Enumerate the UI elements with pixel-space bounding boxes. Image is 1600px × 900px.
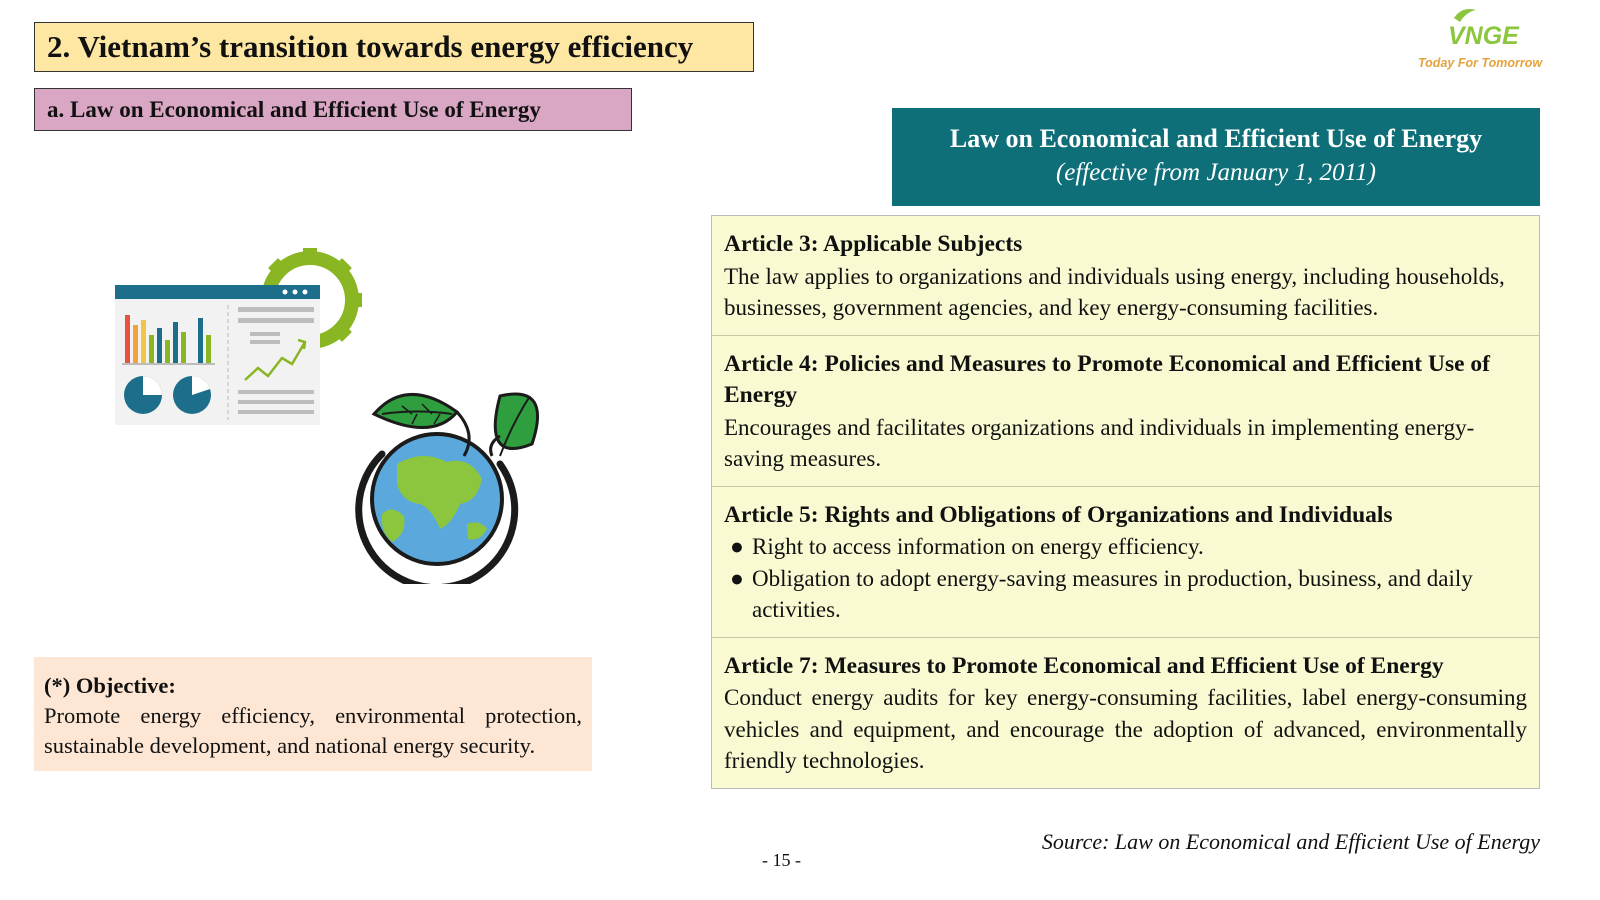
earth-icon [372, 434, 502, 564]
source-citation: Source: Law on Economical and Efficient Use of Energy [1041, 829, 1540, 854]
dashboard-illustration [110, 240, 370, 430]
objective-body: Promote energy efficiency, environmental protection, sustainable development, and national energy security. [44, 703, 582, 758]
article-4 [712, 336, 1539, 487]
bullet-text: Right to access information on energy efficiency. [752, 534, 1204, 559]
bullet-icon: ● [730, 534, 744, 559]
logo-leaf-icon [1454, 9, 1476, 22]
vnge-logo [1414, 4, 1564, 74]
law-effective-date: (effective from January 1, 2011) [1055, 159, 1377, 186]
list-item [724, 563, 1527, 626]
article-5 [712, 487, 1539, 638]
article-7 [712, 638, 1539, 788]
article-title: Article 4: Policies and Measures to Promote Economical and Efficient Use of Energy [724, 350, 1490, 408]
article-body: The law applies to organizations and individuals using energy, including households, businesses, government agencies, and key energy-consuming facilities. [724, 263, 1505, 320]
article-title: Article 3: Applicable Subjects [724, 231, 1023, 257]
list-item [724, 531, 1527, 563]
bullet-icon: ● [730, 565, 744, 591]
section-subtitle: a. Law on Economical and Efficient Use of Energy [47, 96, 541, 122]
articles-panel [711, 215, 1540, 789]
bullet-text: Obligation to adopt energy-saving measures in production, business, and daily activities. [752, 565, 1473, 622]
page-number: - 15 - [762, 850, 801, 870]
article-3 [712, 216, 1539, 336]
objective-title: (*) Objective: [44, 673, 176, 698]
law-name: Law on Economical and Efficient Use of Energy [949, 124, 1483, 153]
article-title: Article 5: Rights and Obligations of Organizations and Individuals [724, 501, 1393, 528]
logo-tagline: Today For Tomorrow [1418, 56, 1543, 70]
article-body: Conduct energy audits for key energy-consuming facilities, label energy-consuming vehicles and equipment, and encourage the adoption of advanced, environmentally friendly technologies. [724, 685, 1527, 773]
article-bullet-list [724, 531, 1527, 626]
section-subtitle-box [34, 88, 632, 131]
slide-title-box [34, 22, 754, 72]
article-title: Article 7: Measures to Promote Economical and Efficient Use of Energy [724, 652, 1444, 679]
globe-leaves-illustration [352, 384, 552, 584]
law-header [892, 108, 1540, 206]
logo-brand: VNGE [1448, 22, 1519, 50]
objective-box [34, 657, 592, 771]
article-body: Encourages and facilitates organizations and individuals in implementing energy-saving measures. [724, 414, 1475, 471]
slide-title: 2. Vietnam’s transition towards energy efficiency [47, 29, 694, 64]
